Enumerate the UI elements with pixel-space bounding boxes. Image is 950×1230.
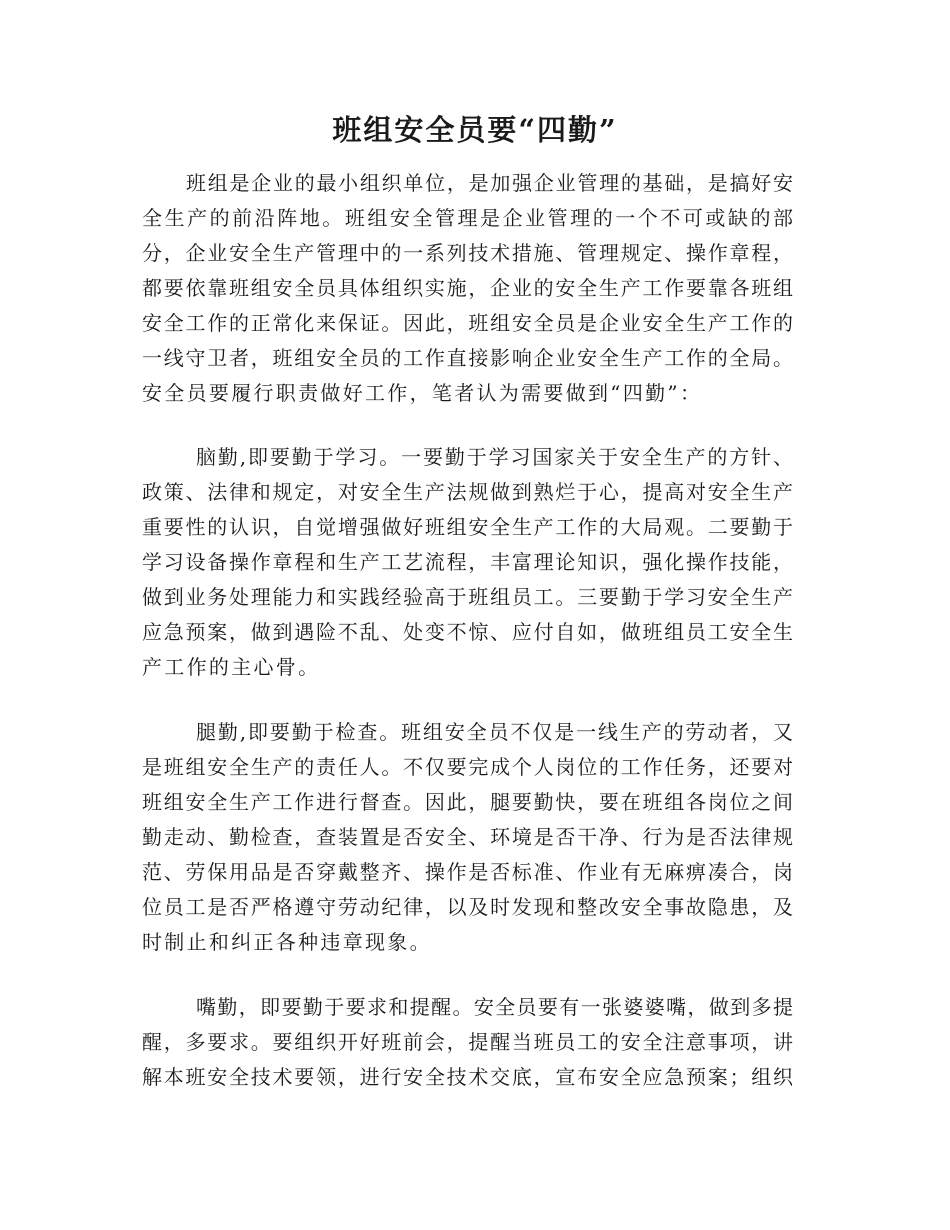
paragraph-1-line-2: 全生产的前沿阵地。班组安全管理是企业管理的一个不可或缺的部 <box>142 206 793 230</box>
paragraph-4-line-3: 解本班安全技术要领，进行安全技术交底，宣布安全应急预案；组织 <box>142 1065 793 1089</box>
paragraph-3-line-6: 位员工是否严格遵守劳动纪律，以及时发现和整改安全事故隐患，及 <box>142 895 793 919</box>
paragraph-2-line-2: 政策、法律和规定，对安全生产法规做到熟烂于心，提高对安全生产 <box>142 480 793 504</box>
paragraph-1-line-6: 一线守卫者，班组安全员的工作直接影响企业安全生产工作的全局。 <box>142 346 793 370</box>
paragraph-2-line-7: 产工作的主心骨。 <box>142 655 321 679</box>
paragraph-3-line-3: 班组安全生产工作进行督查。因此，腿要勤快，要在班组各岗位之间 <box>142 790 793 814</box>
paragraph-2-line-4: 学习设备操作章程和生产工艺流程，丰富理论知识，强化操作技能， <box>142 550 793 574</box>
paragraph-3-line-2: 是班组安全生产的责任人。不仅要完成个人岗位的工作任务，还要对 <box>142 755 793 779</box>
paragraph-1-line-5: 安全工作的正常化来保证。因此，班组安全员是企业安全生产工作的 <box>142 311 793 335</box>
paragraph-2-line-6: 应急预案，做到遇险不乱、处变不惊、应付自如，做班组员工安全生 <box>142 620 793 644</box>
document-title: 班组安全员要“四勤” <box>332 113 618 147</box>
paragraph-1-line-3: 分，企业安全生产管理中的一系列技术措施、管理规定、操作章程， <box>142 241 793 265</box>
paragraph-4-line-1: 嘴勤，即要勤于要求和提醒。安全员要有一张婆婆嘴，做到多提 <box>196 995 793 1019</box>
paragraph-2-line-5: 做到业务处理能力和实践经验高于班组员工。三要勤于学习安全生产 <box>142 585 793 609</box>
paragraph-4-line-2: 醒，多要求。要组织开好班前会，提醒当班员工的安全注意事项，讲 <box>142 1030 793 1054</box>
paragraph-3-line-4: 勤走动、勤检查，查装置是否安全、环境是否干净、行为是否法律规 <box>142 825 793 849</box>
paragraph-2-line-1: 脑勤,即要勤于学习。一要勤于学习国家关于安全生产的方针、 <box>196 445 793 469</box>
paragraph-3-line-7: 时制止和纠正各种违章现象。 <box>142 930 432 954</box>
paragraph-1-line-4: 都要依靠班组安全员具体组织实施，企业的安全生产工作要靠各班组 <box>142 276 793 300</box>
paragraph-1-line-7: 安全员要履行职责做好工作，笔者认为需要做到“四勤”： <box>142 381 703 405</box>
paragraph-3-line-1: 腿勤,即要勤于检查。班组安全员不仅是一线生产的劳动者，又 <box>196 720 793 744</box>
paragraph-1-line-1: 班组是企业的最小组织单位，是加强企业管理的基础，是搞好安 <box>186 171 793 195</box>
paragraph-3-line-5: 范、劳保用品是否穿戴整齐、操作是否标准、作业有无麻痹凑合，岗 <box>142 860 793 884</box>
paragraph-2-line-3: 重要性的认识，自觉增强做好班组安全生产工作的大局观。二要勤于 <box>142 515 793 539</box>
